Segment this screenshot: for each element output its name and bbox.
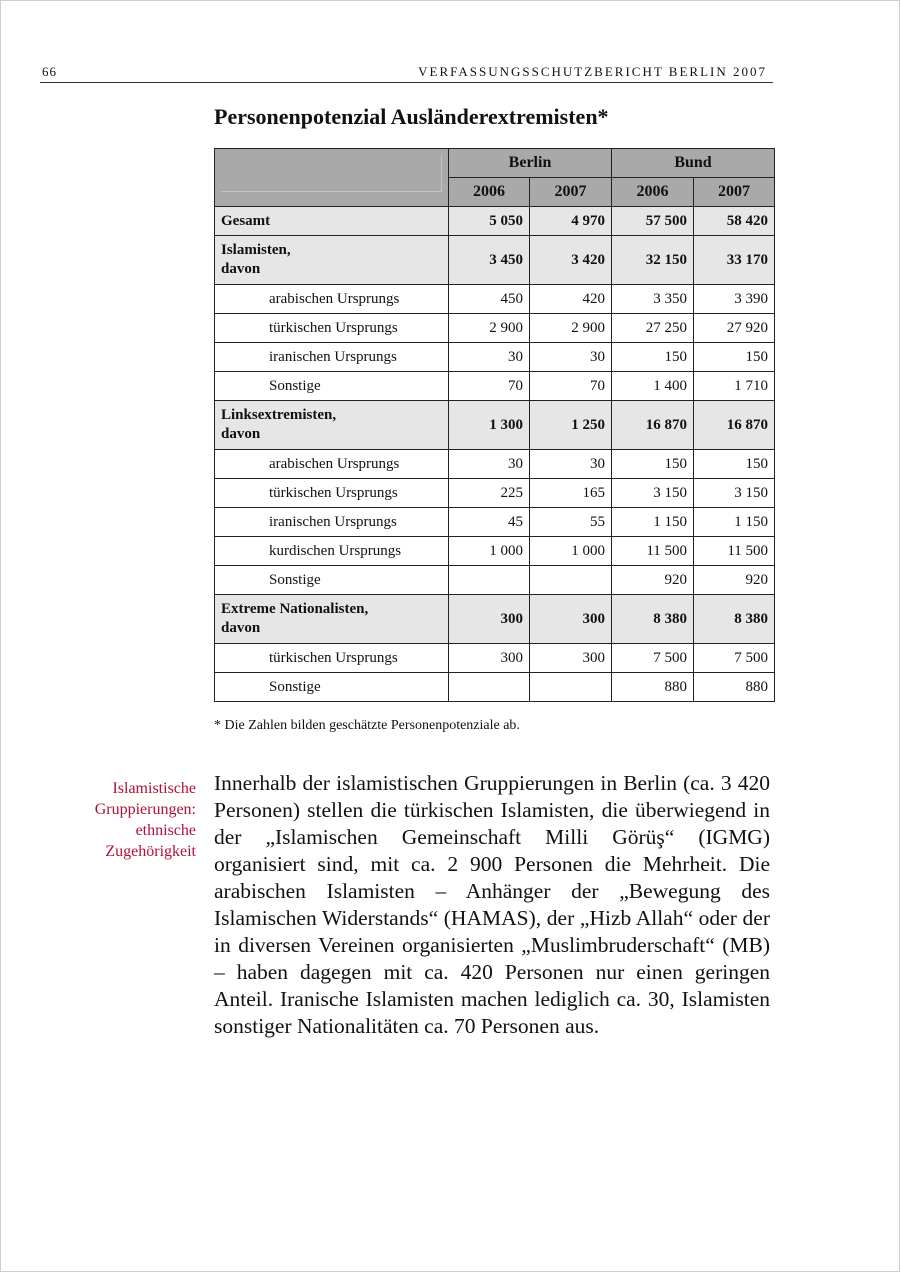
row-label: arabischen Ursprungs bbox=[215, 285, 449, 314]
row-label: Gesamt bbox=[215, 207, 449, 236]
cell-value: 1 150 bbox=[612, 508, 694, 537]
cell-value: 11 500 bbox=[612, 537, 694, 566]
year-header: 2007 bbox=[530, 178, 612, 207]
page-number: 66 bbox=[42, 64, 57, 79]
table-row bbox=[215, 479, 775, 508]
cell-value: 27 920 bbox=[694, 314, 775, 343]
cell-value: 1 250 bbox=[530, 401, 612, 450]
table-row bbox=[215, 450, 775, 479]
cell-value: 3 390 bbox=[694, 285, 775, 314]
running-title: VERFASSUNGSSCHUTZBERICHT BERLIN 2007 bbox=[418, 64, 767, 79]
cell-value: 1 150 bbox=[694, 508, 775, 537]
row-label: Islamisten, davon bbox=[215, 236, 449, 285]
cell-value: 3 450 bbox=[449, 236, 530, 285]
table-row bbox=[215, 566, 775, 595]
cell-value: 2 900 bbox=[449, 314, 530, 343]
cell-value: 8 380 bbox=[694, 595, 775, 644]
row-label: kurdischen Ursprungs bbox=[215, 537, 449, 566]
margin-note bbox=[60, 778, 196, 862]
margin-note-line: Gruppierungen: bbox=[94, 801, 196, 818]
cell-value bbox=[449, 673, 530, 702]
row-label: iranischen Ursprungs bbox=[215, 508, 449, 537]
cell-value: 30 bbox=[530, 343, 612, 372]
cell-value: 3 150 bbox=[694, 479, 775, 508]
data-table bbox=[214, 148, 775, 702]
cell-value bbox=[449, 566, 530, 595]
row-label: Linksextremisten, davon bbox=[215, 401, 449, 450]
cell-value: 70 bbox=[449, 372, 530, 401]
row-label: arabischen Ursprungs bbox=[215, 450, 449, 479]
table-row bbox=[215, 314, 775, 343]
table-footnote: * Die Zahlen bilden geschätzte Personenpotenziale ab. bbox=[214, 718, 520, 733]
cell-value: 165 bbox=[530, 479, 612, 508]
body-paragraph: Innerhalb der islamistischen Gruppierungen in Berlin (ca. 3 420 Personen) stellen die türkischen Islamisten, die überwiegend in der „Islamischen Gemeinschaft Milli Görüş“ (IGMG) organisiert sind, mit ca. 2 900 Personen die Mehrheit. Die arabischen Islamisten – Anhänger der „Bewegung des Islamischen Widerstands“ (HAMAS), der „Hizb Allah“ oder der in diversen Vereinen organisierten „Muslimbruderschaft“ (MB) – haben dagegen mit ca. 420 Personen nur einen geringen Anteil. Iranische Islamisten machen lediglich ca. 30, Islamisten sonstiger Nationalitäten ca. 70 Personen aus. bbox=[214, 771, 770, 1038]
cell-value: 3 150 bbox=[612, 479, 694, 508]
table-row-linksextremisten bbox=[215, 401, 775, 450]
margin-note-line: Zugehörigkeit bbox=[105, 843, 196, 860]
cell-value: 420 bbox=[530, 285, 612, 314]
cell-value: 1 710 bbox=[694, 372, 775, 401]
cell-value: 880 bbox=[694, 673, 775, 702]
cell-value: 30 bbox=[449, 450, 530, 479]
cell-value: 58 420 bbox=[694, 207, 775, 236]
table-row bbox=[215, 343, 775, 372]
cell-value: 7 500 bbox=[612, 644, 694, 673]
cell-value: 33 170 bbox=[694, 236, 775, 285]
cell-value: 450 bbox=[449, 285, 530, 314]
table-corner-cell bbox=[215, 149, 449, 207]
cell-value: 2 900 bbox=[530, 314, 612, 343]
cell-value: 57 500 bbox=[612, 207, 694, 236]
cell-value: 4 970 bbox=[530, 207, 612, 236]
group-header-berlin: Berlin bbox=[449, 149, 612, 178]
row-label: türkischen Ursprungs bbox=[215, 314, 449, 343]
table-row bbox=[215, 644, 775, 673]
cell-value: 880 bbox=[612, 673, 694, 702]
row-label: türkischen Ursprungs bbox=[215, 479, 449, 508]
cell-value bbox=[530, 673, 612, 702]
cell-value: 8 380 bbox=[612, 595, 694, 644]
margin-note-line: Islamistische bbox=[112, 780, 196, 797]
table-row bbox=[215, 508, 775, 537]
cell-value: 225 bbox=[449, 479, 530, 508]
cell-value: 150 bbox=[612, 343, 694, 372]
year-header: 2006 bbox=[612, 178, 694, 207]
cell-value: 1 000 bbox=[530, 537, 612, 566]
cell-value: 150 bbox=[694, 343, 775, 372]
cell-value: 150 bbox=[694, 450, 775, 479]
cell-value: 920 bbox=[612, 566, 694, 595]
cell-value: 300 bbox=[449, 644, 530, 673]
cell-value: 16 870 bbox=[694, 401, 775, 450]
year-header: 2007 bbox=[694, 178, 775, 207]
table-title: Personenpotenzial Ausländerextremisten* bbox=[214, 104, 609, 129]
table-row bbox=[215, 372, 775, 401]
cell-value: 11 500 bbox=[694, 537, 775, 566]
cell-value: 7 500 bbox=[694, 644, 775, 673]
cell-value: 30 bbox=[449, 343, 530, 372]
table-row-gesamt bbox=[215, 207, 775, 236]
row-label: Extreme Nationalisten, davon bbox=[215, 595, 449, 644]
cell-value: 45 bbox=[449, 508, 530, 537]
cell-value: 5 050 bbox=[449, 207, 530, 236]
cell-value: 150 bbox=[612, 450, 694, 479]
cell-value: 1 400 bbox=[612, 372, 694, 401]
cell-value: 3 350 bbox=[612, 285, 694, 314]
row-label: türkischen Ursprungs bbox=[215, 644, 449, 673]
cell-value: 27 250 bbox=[612, 314, 694, 343]
table-row bbox=[215, 673, 775, 702]
cell-value: 30 bbox=[530, 450, 612, 479]
row-label: Sonstige bbox=[215, 673, 449, 702]
table-row-extreme-nationalisten bbox=[215, 595, 775, 644]
cell-value: 920 bbox=[694, 566, 775, 595]
cell-value: 300 bbox=[530, 644, 612, 673]
cell-value: 70 bbox=[530, 372, 612, 401]
cell-value: 1 300 bbox=[449, 401, 530, 450]
row-label: Sonstige bbox=[215, 566, 449, 595]
cell-value: 32 150 bbox=[612, 236, 694, 285]
row-label: iranischen Ursprungs bbox=[215, 343, 449, 372]
table-row-islamisten bbox=[215, 236, 775, 285]
page-header bbox=[40, 62, 773, 83]
cell-value: 1 000 bbox=[449, 537, 530, 566]
group-header-bund: Bund bbox=[612, 149, 775, 178]
cell-value: 16 870 bbox=[612, 401, 694, 450]
cell-value: 55 bbox=[530, 508, 612, 537]
cell-value: 300 bbox=[449, 595, 530, 644]
table-row bbox=[215, 537, 775, 566]
year-header: 2006 bbox=[449, 178, 530, 207]
margin-note-line: ethnische bbox=[135, 822, 196, 839]
table-row bbox=[215, 285, 775, 314]
cell-value: 300 bbox=[530, 595, 612, 644]
row-label: Sonstige bbox=[215, 372, 449, 401]
cell-value bbox=[530, 566, 612, 595]
cell-value: 3 420 bbox=[530, 236, 612, 285]
